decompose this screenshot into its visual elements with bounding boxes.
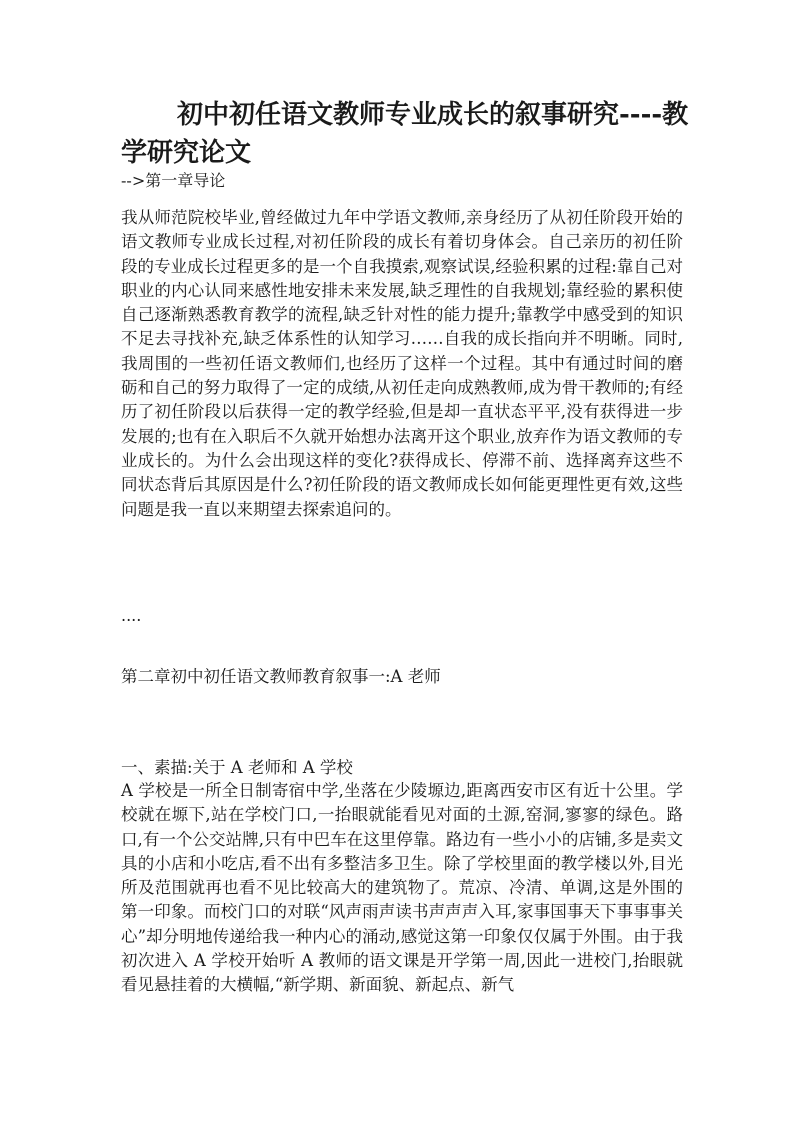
chapter1-subheading: -->第一章导论 <box>121 171 226 190</box>
section1-heading: 一、素描:关于 A 老师和 A 学校 <box>121 758 353 777</box>
chapter2-heading: 第二章初中初任语文教师教育叙事一:A 老师 <box>121 667 441 686</box>
document-title: 初中初任语文教师专业成长的叙事研究----教学研究论文 <box>121 100 689 168</box>
section1-paragraph: A 学校是一所全日制寄宿中学,坐落在少陵塬边,距离西安市区有近十公里。学校就在塬下,站在学校门口,一抬眼就能看见对面的土源,窑洞,寥寥的绿色。路口,有一个公交站牌,只有中巴车在这里停靠。路边有一些小小的店铺,多是卖文具的小店和小吃店,看不出有多整洁多卫生。除了学校里面的教学楼以外,目光所及范围就再也看不见比较高大的建筑物了。荒凉、冷清、单调,这是外围的第一印象。而校门口的对联“风声雨声读书声声声入耳,家事国事天下事事事关心”却分明地传递给我一种内心的涌动,感觉这第一印象仅仅属于外围。由于我初次进入 A 学校开始听 A 教师的语文课是开学第一周,因此一进校门,抬眼就看见悬挂着的大横幅,“新学期、新面貌、新起点、新气 <box>121 781 683 995</box>
intro-paragraph: 我从师范院校毕业,曾经做过九年中学语文教师,亲身经历了从初任阶段开始的语文教师专业成长过程,对初任阶段的成长有着切身体会。自己亲历的初任阶段的专业成长过程更多的是一个自我摸索,观察试误,经验积累的过程:靠自己对职业的内心认同来感性地安排未来发展,缺乏理性的自我规划;靠经验的累积使自己逐渐熟悉教育教学的流程,缺乏针对性的能力提升;靠教学中感受到的知识不足去寻找补充,缺乏体系性的认知学习……自我的成长指向并不明晰。同时,我周围的一些初任语文教师们,也经历了这样一个过程。其中有通过时间的磨砺和自己的努力取得了一定的成绩,从初任走向成熟教师,成为骨干教师的;有经历了初任阶段以后获得一定的教学经验,但是却一直状态平平,没有获得进一步发展的;也有在入职后不久就开始想办法离开这个职业,放弃作为语文教师的专业成长的。为什么会出现这样的变化?获得成长、停滞不前、选择离弃这些不同状态背后其原因是什么?初任阶段的语文教师成长如何能更理性更有效,这些问题是我一直以来期望去探索追问的。 <box>121 208 683 519</box>
ellipsis: .... <box>121 606 142 625</box>
